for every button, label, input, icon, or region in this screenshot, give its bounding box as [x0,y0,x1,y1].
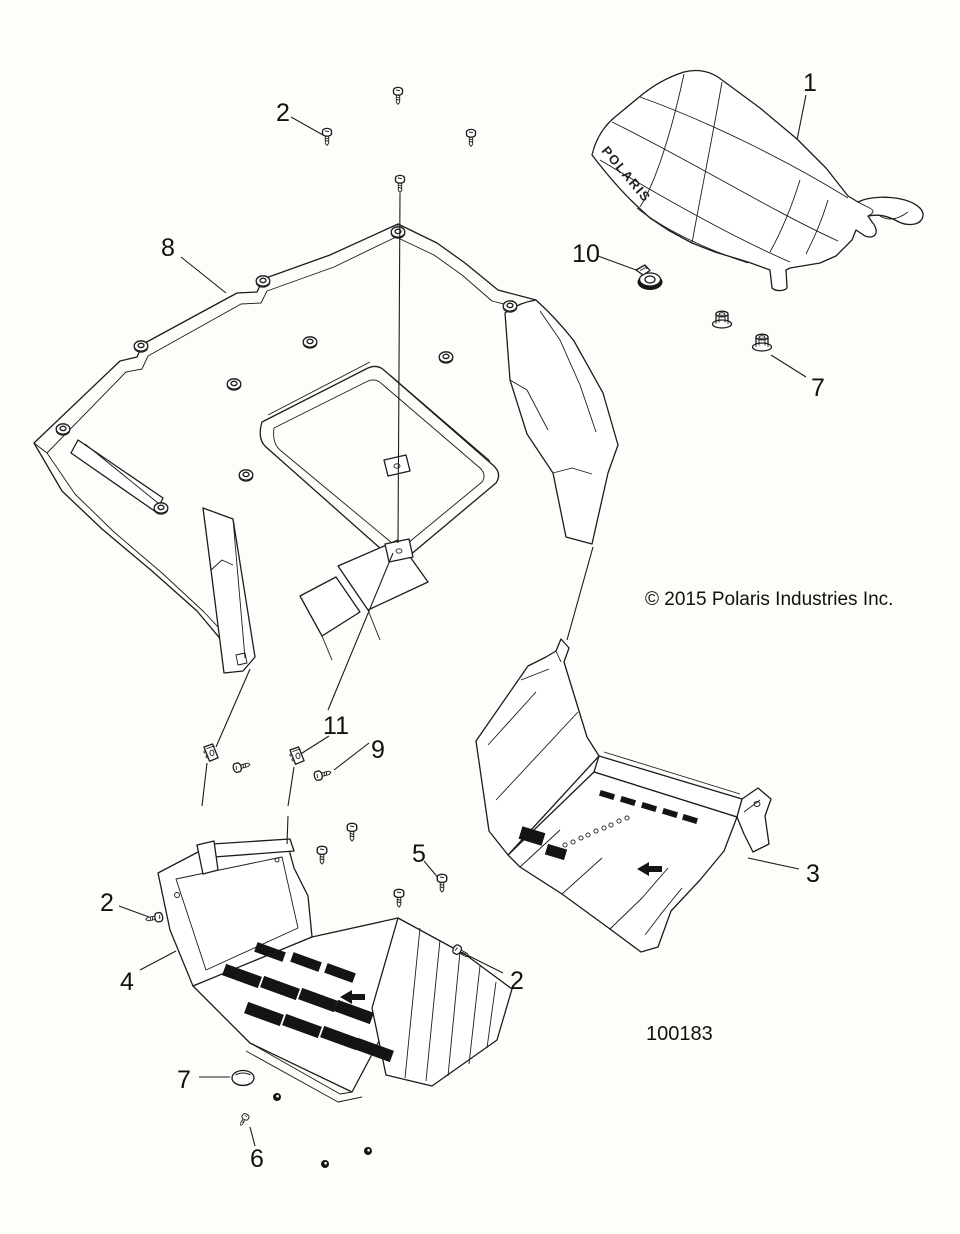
callout-1: 1 [803,69,817,97]
callout-8: 8 [161,234,175,262]
nut-icon [713,311,732,328]
footwell-right [476,639,771,952]
screw-icon [394,889,403,907]
fastener-dot-icon [364,1147,372,1155]
screw-icon [347,823,356,841]
screw-icon [437,874,446,892]
callout-3: 3 [806,860,820,888]
screw-icon [145,912,163,924]
callout-10: 10 [572,240,600,268]
callout-2-top: 2 [276,99,290,127]
callout-2-right: 2 [510,967,524,995]
screw-icon [313,768,332,781]
seat [592,70,923,290]
copyright-text: © 2015 Polaris Industries Inc. [645,589,894,610]
plug-icon [232,1071,254,1086]
footwell-left [158,839,512,1102]
fastener-dot-icon [273,1093,281,1101]
screw-icon [467,129,476,146]
callout-11: 11 [323,712,349,740]
seat-latch-icon [636,265,663,290]
nut-icon [753,334,772,351]
screw-icon [232,760,251,773]
fastener-dot-icon [321,1160,329,1168]
rear-cab-body [34,224,618,673]
callout-7-top: 7 [811,374,825,402]
part-number-text: 100183 [646,1023,713,1045]
screw-icon [317,846,326,864]
callout-5: 5 [412,840,426,868]
screw-icon [394,87,403,104]
callout-6: 6 [250,1145,264,1173]
screw-icon [396,175,405,192]
callout-9: 9 [371,736,385,764]
callout-4: 4 [120,968,134,996]
callout-2-left: 2 [100,889,114,917]
screw-icon [238,1113,250,1127]
screw-icon [323,128,332,145]
clip-icon [289,746,305,765]
seat-logo-text: POLARIS [598,143,655,206]
callout-7-bottom: 7 [177,1066,191,1094]
